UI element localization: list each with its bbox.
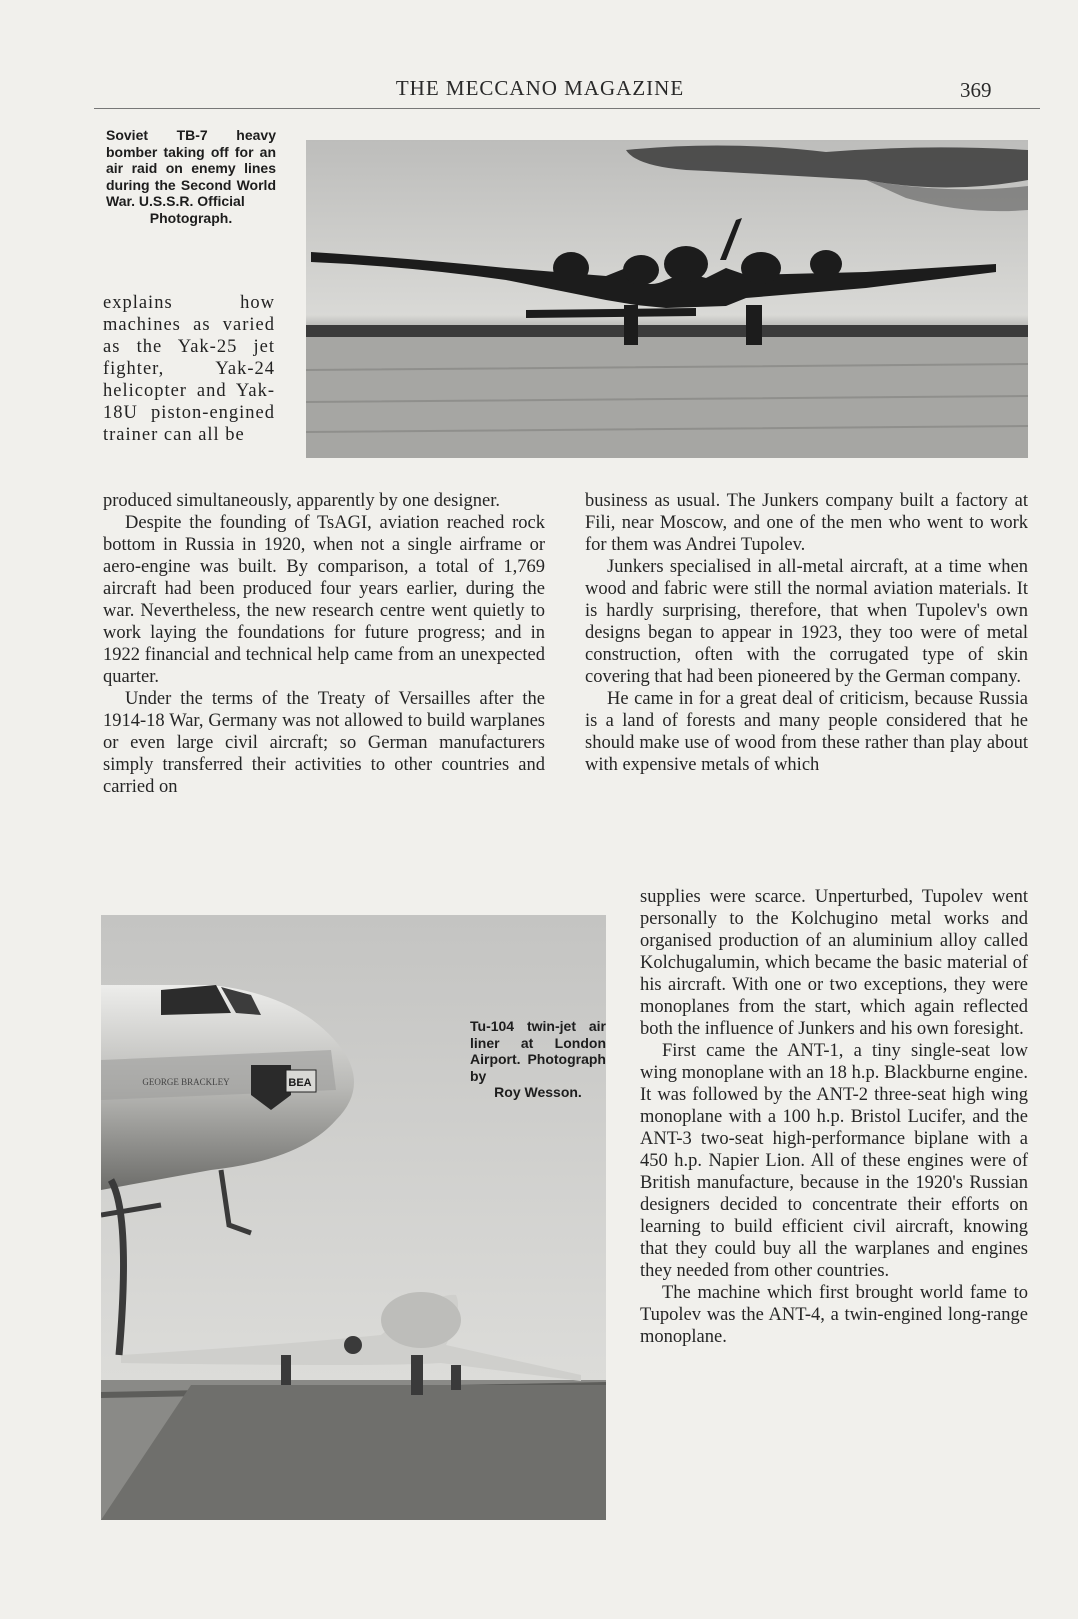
header-rule (94, 108, 1040, 109)
tb7-caption-text: Soviet TB-7 heavy bomber taking off for an air raid on enemy lines during the Second World War. U.S.S.R. Official (106, 127, 276, 209)
paragraph: Despite the founding of TsAGI, aviation reached rock bottom in Russia in 1920, when not a single airframe or aero-engine was built. By comparison, a total of 1,769 aircraft had been produced four years earlier, during the war. Nevertheless, the new research centre went quietly to work laying the foundations for future progress; and in 1922 financial and technical help came from an unexpected quarter. (103, 513, 545, 687)
page-number: 369 (960, 78, 992, 102)
tb7-caption-last: Photograph. (149, 209, 233, 226)
tu104-airliner-photo (101, 915, 606, 1520)
tb7-caption (106, 127, 276, 226)
right-column-upper (585, 490, 1028, 776)
paragraph: produced simultaneously, apparently by one designer. (103, 491, 500, 511)
tu104-caption-last: Roy Wesson. (494, 1084, 582, 1100)
tu104-caption (470, 1018, 606, 1101)
article-intro: explains how machines as varied as the Yak-25 jet fighter, Yak-24 helicopter and Yak-18U piston-engined trainer can all be (103, 293, 275, 445)
tb7-bomber-photo (306, 140, 1028, 458)
paragraph: supplies were scarce. Unperturbed, Tupolev went personally to the Kolchugino metal works and organised production of an aluminium alloy called Kolchugalumin, which became the basic material of his aircraft. With one or two exceptions, they were monoplanes from the start, which again reflected both the influence of Junkers and his own foresight. (640, 887, 1028, 1039)
right-column-lower (640, 886, 1028, 1348)
tu104-caption-text: Tu-104 twin-jet air liner at London Airport. Photograph by (470, 1018, 606, 1084)
paragraph: He came in for a great deal of criticism, because Russia is a land of forests and many people considered that he should make use of wood from these rather than play about with expensive metals of which (585, 689, 1028, 775)
aircraft-name: GEORGE BRACKLEY (142, 1077, 230, 1087)
left-column (103, 490, 545, 798)
paragraph: The machine which first brought world fame to Tupolev was the ANT-4, a twin-engined long-range monoplane. (640, 1283, 1028, 1347)
paragraph: Junkers specialised in all-metal aircraft, at a time when wood and fabric were still the normal aviation materials. It is hardly surprising, therefore, that when Tupolev's own designs began to appear in 1923, they too were of metal construction, often with the corrugated type of skin covering that had been pioneered by the German company. (585, 557, 1028, 687)
paragraph: Under the terms of the Treaty of Versailles after the 1914-18 War, Germany was not allowed to build warplanes or even large civil aircraft; so German manufacturers simply transferred their activities to other countries and carried on (103, 689, 545, 797)
airline-mark: BEA (288, 1077, 312, 1089)
paragraph: First came the ANT-1, a tiny single-seat low wing monoplane with an 18 h.p. Blackburne engine. It was followed by the ANT-2 three-seat high wing monoplane with a 100 h.p. Bristol Lucifer, and the ANT-3 two-seat high-performance biplane with a 450 h.p. Napier Lion. All of these engines were of British manufacture, because in the 1920's Russian designers decided to concentrate their efforts on learning to build efficient civil aircraft, knowing that they could buy all the warplanes and engines they needed from other countries. (640, 1041, 1028, 1281)
paragraph: business as usual. The Junkers company built a factory at Fili, near Moscow, and one of the men who went to work for them was Andrei Tupolev. (585, 491, 1028, 555)
running-header: THE MECCANO MAGAZINE (395, 76, 685, 100)
